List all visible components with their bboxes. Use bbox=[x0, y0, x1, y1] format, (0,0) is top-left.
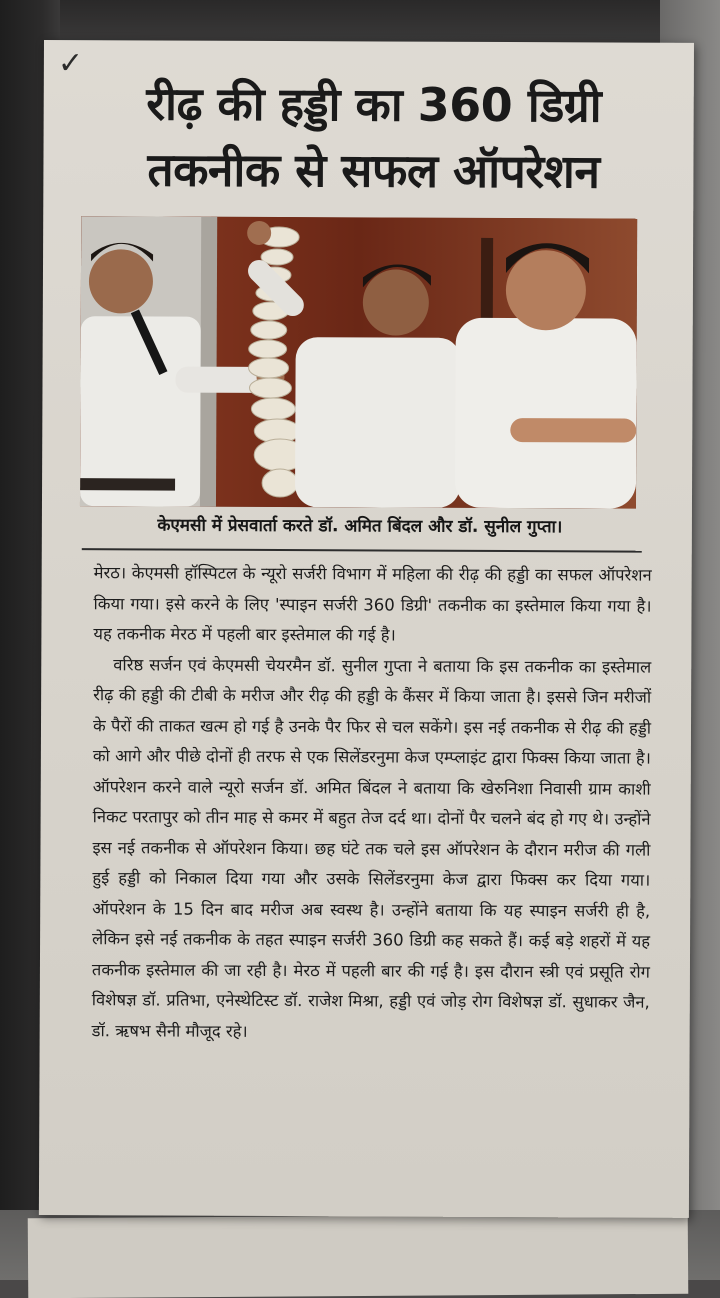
press-photo-illustration bbox=[80, 216, 637, 508]
article-paragraph-1: मेरठ। केएमसी हॉस्पिटल के न्यूरो सर्जरी विभाग में महिला की रीढ़ की हड्डी का सफल ऑपरेशन किया गया। इसे करने के लिए 'स्पाइन सर्जरी 360 डिग्री' तकनीक का इस्तेमाल किया गया है। यह तकनीक मेरठ में पहली बार इस्तेमाल की गई है। bbox=[93, 563, 652, 645]
second-clipping-edge bbox=[28, 1214, 689, 1298]
headline bbox=[73, 70, 674, 205]
press-photo bbox=[80, 216, 637, 508]
article-body bbox=[92, 558, 652, 1048]
divider-line bbox=[82, 548, 642, 552]
newspaper-clipping bbox=[39, 40, 694, 1218]
check-mark-icon: ✓ bbox=[57, 46, 84, 82]
article-paragraph-2: वरिष्ठ सर्जन एवं केएमसी चेयरमैन डॉ. सुनील गुप्ता ने बताया कि इस तकनीक का इस्तेमाल रीढ़ की हड्डी की टीबी के मरीज और रीढ़ की हड्डी के कैंसर में किया जाता है। इससे जिन मरीजों के पैरों की ताकत खत्म हो गई है उनके पैर फिर से चल सकेंगे। इस नई तकनीक से रीढ़ की हड्डी को आगे और पीछे दोनों ही तरफ से एक सिलेंडरनुमा केज एम्प्लाइंट द्वारा फिक्स किया जाता है। ऑपरेशन करने वाले न्यूरो सर्जन डॉ. अमित बिंदल ने बताया कि खेरुनिशा निवासी ग्राम काशी निकट परतापुर को तीन माह से कमर में बहुत तेज दर्द था। दोनों पैर चलने बंद हो गए थे। उन्होंने इस नई तकनीक से ऑपरेशन किया। छह घंटे तक चले इस ऑपरेशन के दौरान मरीज की गली हुई हड्डी को निकाल दिया गया और उसके सिलेंडरनुमा केज द्वारा फिक्स कर दिया गया। ऑपरेशन के 15 दिन बाद मरीज अब स्वस्थ है। उन्होंने बताया कि यह स्पाइन सर्जरी ही है, लेकिन इसे नई तकनीक के तहत स्पाइन सर्जरी 360 डिग्री कह सकते हैं। कई बड़े शहरों में यह तकनीक इस्तेमाल की जा रही है। मेरठ में पहली बार की गई है। इस दौरान स्त्री एवं प्रसूति रोग विशेषज्ञ डॉ. प्रतिभा, एनेस्थेटिस्ट डॉ. राजेश मिश्रा, हड्डी एवं जोड़ रोग विशेषज्ञ डॉ. सुधाकर जैन, डॉ. ऋषभ सैनी मौजूद रहे। bbox=[91, 654, 652, 1041]
headline-line-2: तकनीक से सफल ऑपरेशन bbox=[147, 142, 600, 199]
photo-caption: केएमसी में प्रेसवार्ता करते डॉ. अमित बिंदल और डॉ. सुनील गुप्ता। bbox=[157, 515, 563, 538]
headline-line-1: रीढ़ की हड्डी का 360 डिग्री bbox=[146, 76, 602, 133]
